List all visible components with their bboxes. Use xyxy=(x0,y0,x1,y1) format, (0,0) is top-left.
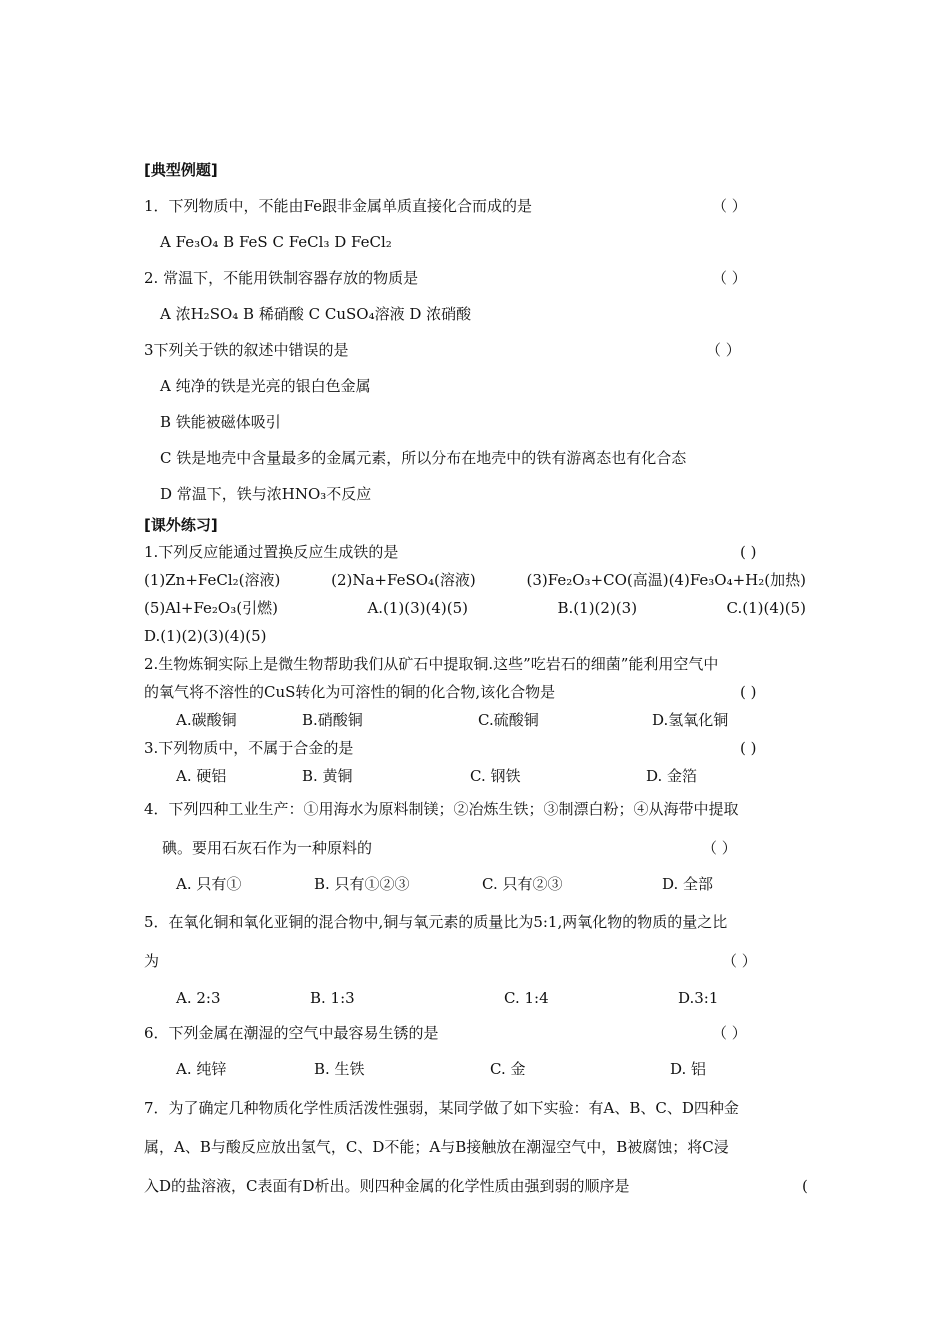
section-heading-examples: [典型例题] xyxy=(144,161,218,179)
exercise-3-question: 3.下列物质中，不属于合金的是 xyxy=(144,739,354,757)
example-2-options: A 浓H₂SO₄ B 稀硝酸 C CuSO₄溶液 D 浓硝酸 xyxy=(160,305,472,323)
exercise-1-answer-blank: ( ) xyxy=(740,543,757,561)
exercise-3-option-a: A. 硬铝 xyxy=(176,767,227,785)
example-1-question: 1．下列物质中，不能由Fe跟非金属单质直接化合而成的是 xyxy=(144,197,533,215)
exercise-7-answer-blank: ( xyxy=(802,1177,808,1195)
example-2-answer-blank: （ ） xyxy=(712,269,747,287)
exercise-7-question-line-3: 入D的盐溶液，C表面有D析出。则四种金属的化学性质由强到弱的顺序是 xyxy=(144,1177,630,1195)
example-2-question: 2. 常温下，不能用铁制容器存放的物质是 xyxy=(144,269,419,287)
exercise-6-question: 6．下列金属在潮湿的空气中最容易生锈的是 xyxy=(144,1024,439,1042)
exercise-6-option-a: A. 纯锌 xyxy=(176,1060,227,1078)
exercise-1-reactions-row-2 xyxy=(144,598,806,618)
exercise-4-option-d: D. 全部 xyxy=(662,875,714,893)
exercise-2-option-b: B.硝酸铜 xyxy=(302,711,363,729)
exercise-3-option-d: D. 金箔 xyxy=(646,767,698,785)
example-3-answer-blank: （ ） xyxy=(706,341,741,359)
exercise-2-question-line-1: 2.生物炼铜实际上是微生物帮助我们从矿石中提取铜.这些”吃岩石的细菌”能利用空气中 xyxy=(144,655,719,673)
exercise-1-reactions-row-1 xyxy=(144,570,806,590)
exercise-1-choice: B.(1)(2)(3) xyxy=(557,599,638,617)
example-3-question: 3下列关于铁的叙述中错误的是 xyxy=(144,341,349,359)
exercise-6-option-c: C. 金 xyxy=(490,1060,526,1078)
exercise-2-question-line-2: 的氧气将不溶性的CuS转化为可溶性的铜的化合物,该化合物是 xyxy=(144,683,556,701)
exercise-4-option-b: B. 只有①②③ xyxy=(314,875,410,893)
exercise-2-answer-blank: ( ) xyxy=(740,683,757,701)
exercise-1-choice: A.(1)(3)(4)(5) xyxy=(367,599,469,617)
exercise-7-question-line-1: 7．为了确定几种物质化学性质活泼性强弱，某同学做了如下实验：有A、B、C、D四种金 xyxy=(144,1099,739,1117)
exercise-3-answer-blank: ( ) xyxy=(740,739,757,757)
exercise-7-question-line-2: 属，A、B与酸反应放出氢气，C、D不能；A与B接触放在潮湿空气中，B被腐蚀；将C浸 xyxy=(144,1138,729,1156)
exercise-1-reaction: (1)Zn+FeCl₂(溶液) xyxy=(144,571,281,589)
example-3-option-c: C 铁是地壳中含量最多的金属元素，所以分布在地壳中的铁有游离态也有化合态 xyxy=(160,449,687,467)
exercise-3-option-b: B. 黄铜 xyxy=(302,767,353,785)
exercise-6-option-d: D. 铝 xyxy=(670,1060,707,1078)
exercise-4-option-c: C. 只有②③ xyxy=(482,875,563,893)
exercise-5-option-b: B. 1:3 xyxy=(310,989,355,1007)
exercise-6-option-b: B. 生铁 xyxy=(314,1060,365,1078)
exercise-1-question: 1.下列反应能通过置换反应生成铁的是 xyxy=(144,543,399,561)
exercise-6-answer-blank: （ ） xyxy=(712,1024,747,1042)
section-heading-exercises: [课外练习] xyxy=(144,516,218,534)
exercise-4-question-line-1: 4．下列四种工业生产：①用海水为原料制镁；②冶炼生铁；③制漂白粉；④从海带中提取 xyxy=(144,800,739,818)
exercise-1-reaction: (5)Al+Fe₂O₃(引燃) xyxy=(144,599,278,617)
exercise-1-choice-d: D.(1)(2)(3)(4)(5) xyxy=(144,627,267,645)
example-3-option-b: B 铁能被磁体吸引 xyxy=(160,413,281,431)
exercise-1-choice: C.(1)(4)(5) xyxy=(726,599,806,617)
example-3-option-d: D 常温下，铁与浓HNO₃不反应 xyxy=(160,485,372,503)
exercise-4-answer-blank: （ ） xyxy=(702,839,737,857)
exercise-5-question-line-1: 5．在氧化铜和氧化亚铜的混合物中,铜与氧元素的质量比为5:1,两氧化物的物质的量之比 xyxy=(144,913,728,931)
exercise-5-option-d: D.3:1 xyxy=(678,989,719,1007)
example-3-option-a: A 纯净的铁是光亮的银白色金属 xyxy=(160,377,371,395)
exercise-2-option-d: D.氢氧化铜 xyxy=(652,711,729,729)
exercise-5-question-line-2: 为 xyxy=(144,952,160,970)
exercise-4-option-a: A. 只有① xyxy=(176,875,242,893)
exercise-4-question-line-2: 碘。要用石灰石作为一种原料的 xyxy=(162,839,373,857)
exercise-1-reaction: (2)Na+FeSO₄(溶液) xyxy=(331,571,476,589)
exercise-5-option-a: A. 2:3 xyxy=(176,989,221,1007)
exercise-5-answer-blank: （ ） xyxy=(722,952,757,970)
exercise-1-reaction: (3)Fe₂O₃+CO(高温)(4)Fe₃O₄+H₂(加热) xyxy=(526,571,806,589)
exercise-5-option-c: C. 1:4 xyxy=(504,989,549,1007)
example-1-options: A Fe₃O₄ B FeS C FeCl₃ D FeCl₂ xyxy=(160,233,392,251)
exercise-2-option-a: A.碳酸铜 xyxy=(176,711,237,729)
exercise-3-option-c: C. 钢铁 xyxy=(470,767,521,785)
example-1-answer-blank: （ ） xyxy=(712,197,747,215)
exercise-2-option-c: C.硫酸铜 xyxy=(478,711,539,729)
